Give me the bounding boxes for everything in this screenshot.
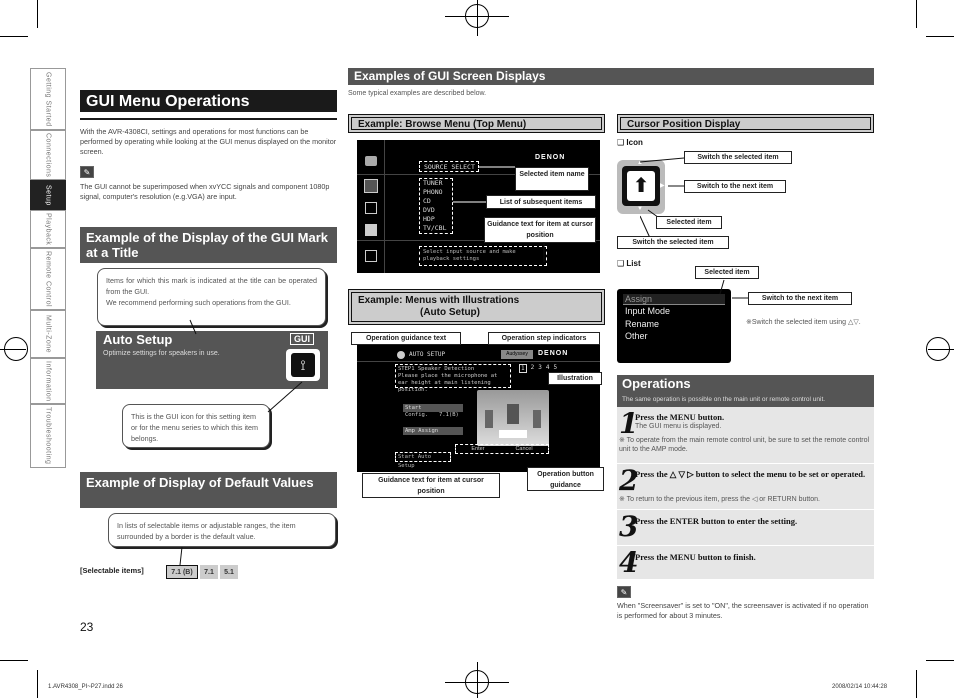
step-indicator: 3 xyxy=(538,364,542,371)
right-arrow-icon: ▶ xyxy=(660,183,665,189)
gui-mark-explanation-box: Items for which this mark is indicated at the title can be operated from the GUI. We recommend performing such operations from the GUI. xyxy=(97,268,326,326)
callout-arrow xyxy=(260,380,310,420)
step-note: ※ To return to the previous item, press the ◁ or RETURN button. xyxy=(619,496,820,503)
crop-mark xyxy=(37,0,38,28)
sidebar-tab-label: Multi-Zone xyxy=(44,314,52,354)
callout-arrow xyxy=(540,240,550,264)
menu-start: Start xyxy=(403,404,463,412)
down-arrow-icon: ▼ xyxy=(637,206,643,212)
step-title: Press the ENTER button to enter the setting. xyxy=(635,516,798,526)
gui-icon-explanation-box: This is the GUI icon for this setting item or for the menu series to which this item belongs. xyxy=(122,404,270,448)
crop-mark xyxy=(916,0,917,28)
cursor-title-box xyxy=(617,114,874,133)
crop-mark xyxy=(0,349,26,350)
operations-header xyxy=(617,375,874,407)
list-item: Rename xyxy=(625,319,660,329)
speaker-icon xyxy=(397,351,405,359)
screensaver-note: When "Screensaver" is set to "ON", the screensaver is activated if no operation is performed for about 3 minutes. xyxy=(617,601,869,620)
callout-arrow xyxy=(170,545,190,567)
auto-setup-screen xyxy=(357,344,600,472)
section-title-examples: Examples of GUI Screen Displays xyxy=(348,68,874,85)
sidebar-tab-label: Setup xyxy=(44,184,52,206)
menu-config: Config. xyxy=(405,412,429,418)
menu-config-value: 7.1(B) xyxy=(439,412,459,418)
callout-operation-guidance: Operation guidance text xyxy=(351,332,461,345)
footer-date: 2008/02/14 10:44:28 xyxy=(832,684,888,690)
illus-menu-title-box xyxy=(348,289,605,325)
callout-selected-item-name: Selected item name xyxy=(515,167,589,191)
sidebar-tab-label: Getting Started xyxy=(44,71,52,127)
sidebar-tab-connections[interactable] xyxy=(30,130,66,180)
crop-mark xyxy=(0,36,28,37)
selectable-value: 5.1 xyxy=(220,565,238,579)
illus-menu-title-line: Example: Menus with Illustrations xyxy=(358,295,520,306)
settings-tool-icon: ⬆ xyxy=(627,171,655,201)
operation-button-guidance xyxy=(455,444,549,454)
list-item: Input Mode xyxy=(625,306,671,316)
cancel-button-hint: Cancel xyxy=(515,446,533,452)
step-indicator: 5 xyxy=(553,364,558,371)
list-item-selected: Assign xyxy=(623,294,725,305)
step-text: Please place the microphone at ear height at main listening position. xyxy=(398,373,498,393)
step-indicator: 2 xyxy=(530,364,535,371)
list-label: List xyxy=(626,259,641,268)
divider xyxy=(80,118,337,120)
step-note: ※ To operate from the main remote control unit, be sure to set the remote control unit to the AMP mode. xyxy=(619,437,870,453)
sidebar-tab-information[interactable] xyxy=(30,358,66,404)
callout-list-switch-next: Switch to the next item xyxy=(748,292,852,305)
crop-mark xyxy=(926,660,954,661)
crop-mark xyxy=(916,670,917,698)
page-title: GUI Menu Operations xyxy=(86,93,250,110)
illus-guidance-text: Start Auto Setup xyxy=(395,452,451,462)
operation-step-1 xyxy=(617,407,874,463)
list-item: Other xyxy=(625,331,648,341)
list-item: DVD xyxy=(423,206,435,214)
operations-subtitle: The same operation is possible on the main unit or remote control unit. xyxy=(622,396,826,403)
selectable-items-label: [Selectable items] xyxy=(80,566,144,575)
up-arrow-icon: ▲ xyxy=(637,160,643,166)
cursor-title: Cursor Position Display xyxy=(620,117,871,130)
note-text: The GUI cannot be superimposed when xvYCC signals and component 1080p signal, computer's resolution (e.g.VGA) are input. xyxy=(80,182,330,201)
step-indicator: 1 xyxy=(521,365,525,372)
audyssey-logo: Audyssey xyxy=(501,350,533,359)
gui-badge: GUI xyxy=(290,333,314,345)
menu-amp-assign: Amp Assign xyxy=(403,427,463,435)
default-values-explanation-box: In lists of selectable items or adjustable ranges, the item surrounded by a border is the default value. xyxy=(108,513,336,547)
speaker-setup-icon: ⟟ xyxy=(286,349,320,381)
examples-subtitle: Some typical examples are described below. xyxy=(348,90,487,97)
sidebar-tab-remote-control[interactable] xyxy=(30,248,66,310)
pencil-icon: ✎ xyxy=(80,166,94,178)
room-illustration xyxy=(477,390,549,446)
browse-menu-title: Example: Browse Menu (Top Menu) xyxy=(351,117,602,130)
list-note: ※Switch the selected item using △▽. xyxy=(746,319,861,326)
crop-mark xyxy=(477,0,478,36)
step-number: 3 xyxy=(619,510,639,543)
step-indicator: 4 xyxy=(545,364,550,371)
step-title: Press the MENU button to finish. xyxy=(635,552,756,562)
browse-guidance-text: Select input source and make playback settings xyxy=(419,246,547,266)
sidebar-tab-setup[interactable] xyxy=(30,180,66,210)
callout-list-selected-item: Selected item xyxy=(695,266,759,279)
list-item: HDP xyxy=(423,215,435,223)
page-number: 23 xyxy=(80,620,94,634)
denon-logo: DENON xyxy=(535,154,566,161)
page-title-bar xyxy=(80,68,337,116)
crop-mark xyxy=(477,662,478,698)
operations-title: Operations xyxy=(622,376,691,391)
list-item: TUNER xyxy=(423,179,443,187)
callout-selected-item: Selected item xyxy=(656,216,722,229)
step-title: STEP1 Speaker Detection xyxy=(398,366,475,372)
icon-label: Icon xyxy=(626,138,643,147)
list-item: CD xyxy=(423,197,431,205)
auto-setup-header: AUTO SETUP xyxy=(409,351,446,358)
callout-switch-selected-bottom: Switch the selected item xyxy=(617,236,729,249)
sidebar-tab-getting-started[interactable] xyxy=(30,68,66,130)
operation-step-3 xyxy=(617,509,874,545)
callout-illustration: Illustration xyxy=(548,372,602,385)
crop-mark xyxy=(0,660,28,661)
sidebar-tab-label: Playback xyxy=(44,212,52,246)
sidebar-tab-label: Information xyxy=(44,360,52,402)
callout-cursor-guidance: Guidance text for item at cursor position xyxy=(362,473,500,498)
crop-mark xyxy=(928,349,954,350)
auto-setup-subtitle: Optimize settings for speakers in use. xyxy=(103,350,220,357)
selectable-value-default: 7.1 (B) xyxy=(166,565,198,579)
illus-menu-title-line: (Auto Setup) xyxy=(420,307,480,318)
step-number: 4 xyxy=(619,546,639,579)
step-number: 2 xyxy=(619,464,639,497)
step-title: Press the △ ▽ ▷ button to select the menu to be set or operated. xyxy=(635,469,866,479)
crop-mark xyxy=(926,36,954,37)
selected-item-name: SOURCE SELECT xyxy=(419,161,479,172)
step-subtext: The GUI menu is displayed. xyxy=(635,423,722,430)
intro-text: With the AVR-4308CI, settings and operations for most functions can be performed by operating while looking at the GUI menus displayed on the monitor screen. xyxy=(80,127,337,156)
sidebar-tab-label: Remote Control xyxy=(44,250,52,308)
sidebar-tab-troubleshooting[interactable] xyxy=(30,404,66,468)
illus-menu-title xyxy=(351,292,602,322)
callout-switch-selected-top: Switch the selected item xyxy=(684,151,792,164)
pencil-icon: ✎ xyxy=(617,586,631,598)
callout-step-indicators: Operation step indicators xyxy=(488,332,600,345)
section-title-gui-mark: Example of the Display of the GUI Mark at a Title xyxy=(80,227,337,263)
selectable-value: 7.1 xyxy=(200,565,218,579)
operation-step-4 xyxy=(617,545,874,579)
browse-menu-title-box xyxy=(348,114,605,133)
auto-setup-title: Auto Setup xyxy=(103,332,173,347)
step-title: Press the MENU button. xyxy=(635,412,725,422)
enter-button-hint: Enter xyxy=(471,446,485,452)
list-item: PHONO xyxy=(423,188,443,196)
denon-logo: DENON xyxy=(538,350,569,357)
sidebar-tab-multi-zone[interactable] xyxy=(30,310,66,358)
callout-guidance-text: Guidance text for item at cursor position xyxy=(484,217,596,243)
step-number: 1 xyxy=(619,407,639,440)
footer-filename: 1.AVR4308_PI~P27.indd 26 xyxy=(48,684,123,690)
callout-arrow xyxy=(188,318,208,338)
sidebar-tab-playback[interactable] xyxy=(30,210,66,248)
sidebar-tab-label: Troubleshooting xyxy=(44,407,52,465)
section-title-default-values: Example of Display of Default Values xyxy=(80,472,337,508)
list-section-label: ❑ List xyxy=(617,259,641,268)
callout-switch-next: Switch to the next item xyxy=(684,180,786,193)
operation-guidance-text xyxy=(395,364,511,393)
icon-callout-arrows xyxy=(640,150,880,250)
icon-section-label: ❑ Icon xyxy=(617,138,643,147)
crop-mark xyxy=(37,670,38,698)
operation-step-2 xyxy=(617,463,874,509)
callout-button-guidance: Operation button guidance xyxy=(527,467,604,491)
sidebar-tab-label: Connections xyxy=(44,132,52,178)
list-item: TV/CBL xyxy=(423,224,447,232)
callout-subsequent-items: List of subsequent items xyxy=(486,195,596,209)
